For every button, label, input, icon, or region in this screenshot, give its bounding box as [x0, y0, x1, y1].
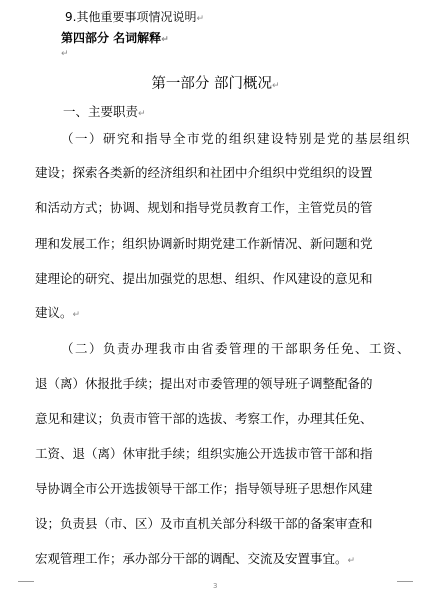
paragraph-2-line-4: 工资、退（离）休审批手续；组织实施公开选拔市管干部和指: [35, 446, 373, 461]
paragraph-2-line-2: 退（离）休报批手续；提出对市委管理的领导班子调整配备的: [35, 376, 373, 391]
subheading: [63, 102, 146, 120]
paragraph-2-line-7: [35, 549, 355, 567]
crop-mark-left: [18, 581, 34, 582]
paragraph-mark: ↵: [272, 81, 280, 91]
subheading-text: 一、主要职责: [63, 104, 139, 119]
page-number: 3: [213, 582, 218, 590]
paragraph-1-line-5: 建理论的研究、提出加强党的思想、组织、作风建设的意见和: [35, 271, 373, 286]
empty-paragraph-mark: ↵: [61, 49, 69, 59]
paragraph-1-line-6: [35, 303, 80, 321]
paragraph-1-line-2: 建设；探索各类新的经济组织和社团中介组织中党组织的设置: [35, 165, 373, 180]
paragraph-2-line-3: 意见和建议；负责市管干部的选拔、考察工作，办理其任免、: [35, 411, 373, 426]
paragraph-2-line-7-text: 宏观管理工作；承办部分干部的调配、交流及安置事宜。: [35, 551, 348, 566]
toc-item-9-text: 9.其他重要事项情况说明: [65, 10, 197, 24]
toc-part-4: [61, 29, 169, 46]
paragraph-2-line-5: 导协调全市公开选拔领导干部工作；指导领导班子思想作风建: [35, 481, 373, 496]
paragraph-mark: ↵: [196, 14, 204, 24]
paragraph-2-line-6: 设；负责县（市、区）及市直机关部分科级干部的备案审查和: [35, 516, 373, 531]
paragraph-mark: ↵: [347, 556, 356, 566]
toc-part-4-text: 第四部分 名词解释: [61, 31, 162, 45]
paragraph-mark: ↵: [72, 310, 81, 320]
paragraph-1-line-1: （一）研究和指导全市党的组织建设特别是党的基层组织: [61, 131, 412, 146]
paragraph-1-line-4: 理和发展工作；组织协调新时期党建工作新情况、新问题和党: [35, 236, 373, 251]
crop-mark-right: [397, 581, 413, 582]
paragraph-1-line-3: 和活动方式；协调、规划和指导党员教育工作，主管党员的管: [35, 200, 373, 215]
section-title-text: 第一部分 部门概况: [151, 76, 273, 92]
paragraph-mark: ↵: [161, 35, 169, 45]
paragraph-1-line-6-text: 建议。: [35, 305, 73, 320]
section-title: [0, 72, 431, 93]
paragraph-2-line-1: （二）负责办理我市由省委管理的干部职务任免、工资、: [61, 341, 412, 356]
toc-item-9: [65, 8, 204, 25]
paragraph-mark: ↵: [138, 109, 146, 119]
